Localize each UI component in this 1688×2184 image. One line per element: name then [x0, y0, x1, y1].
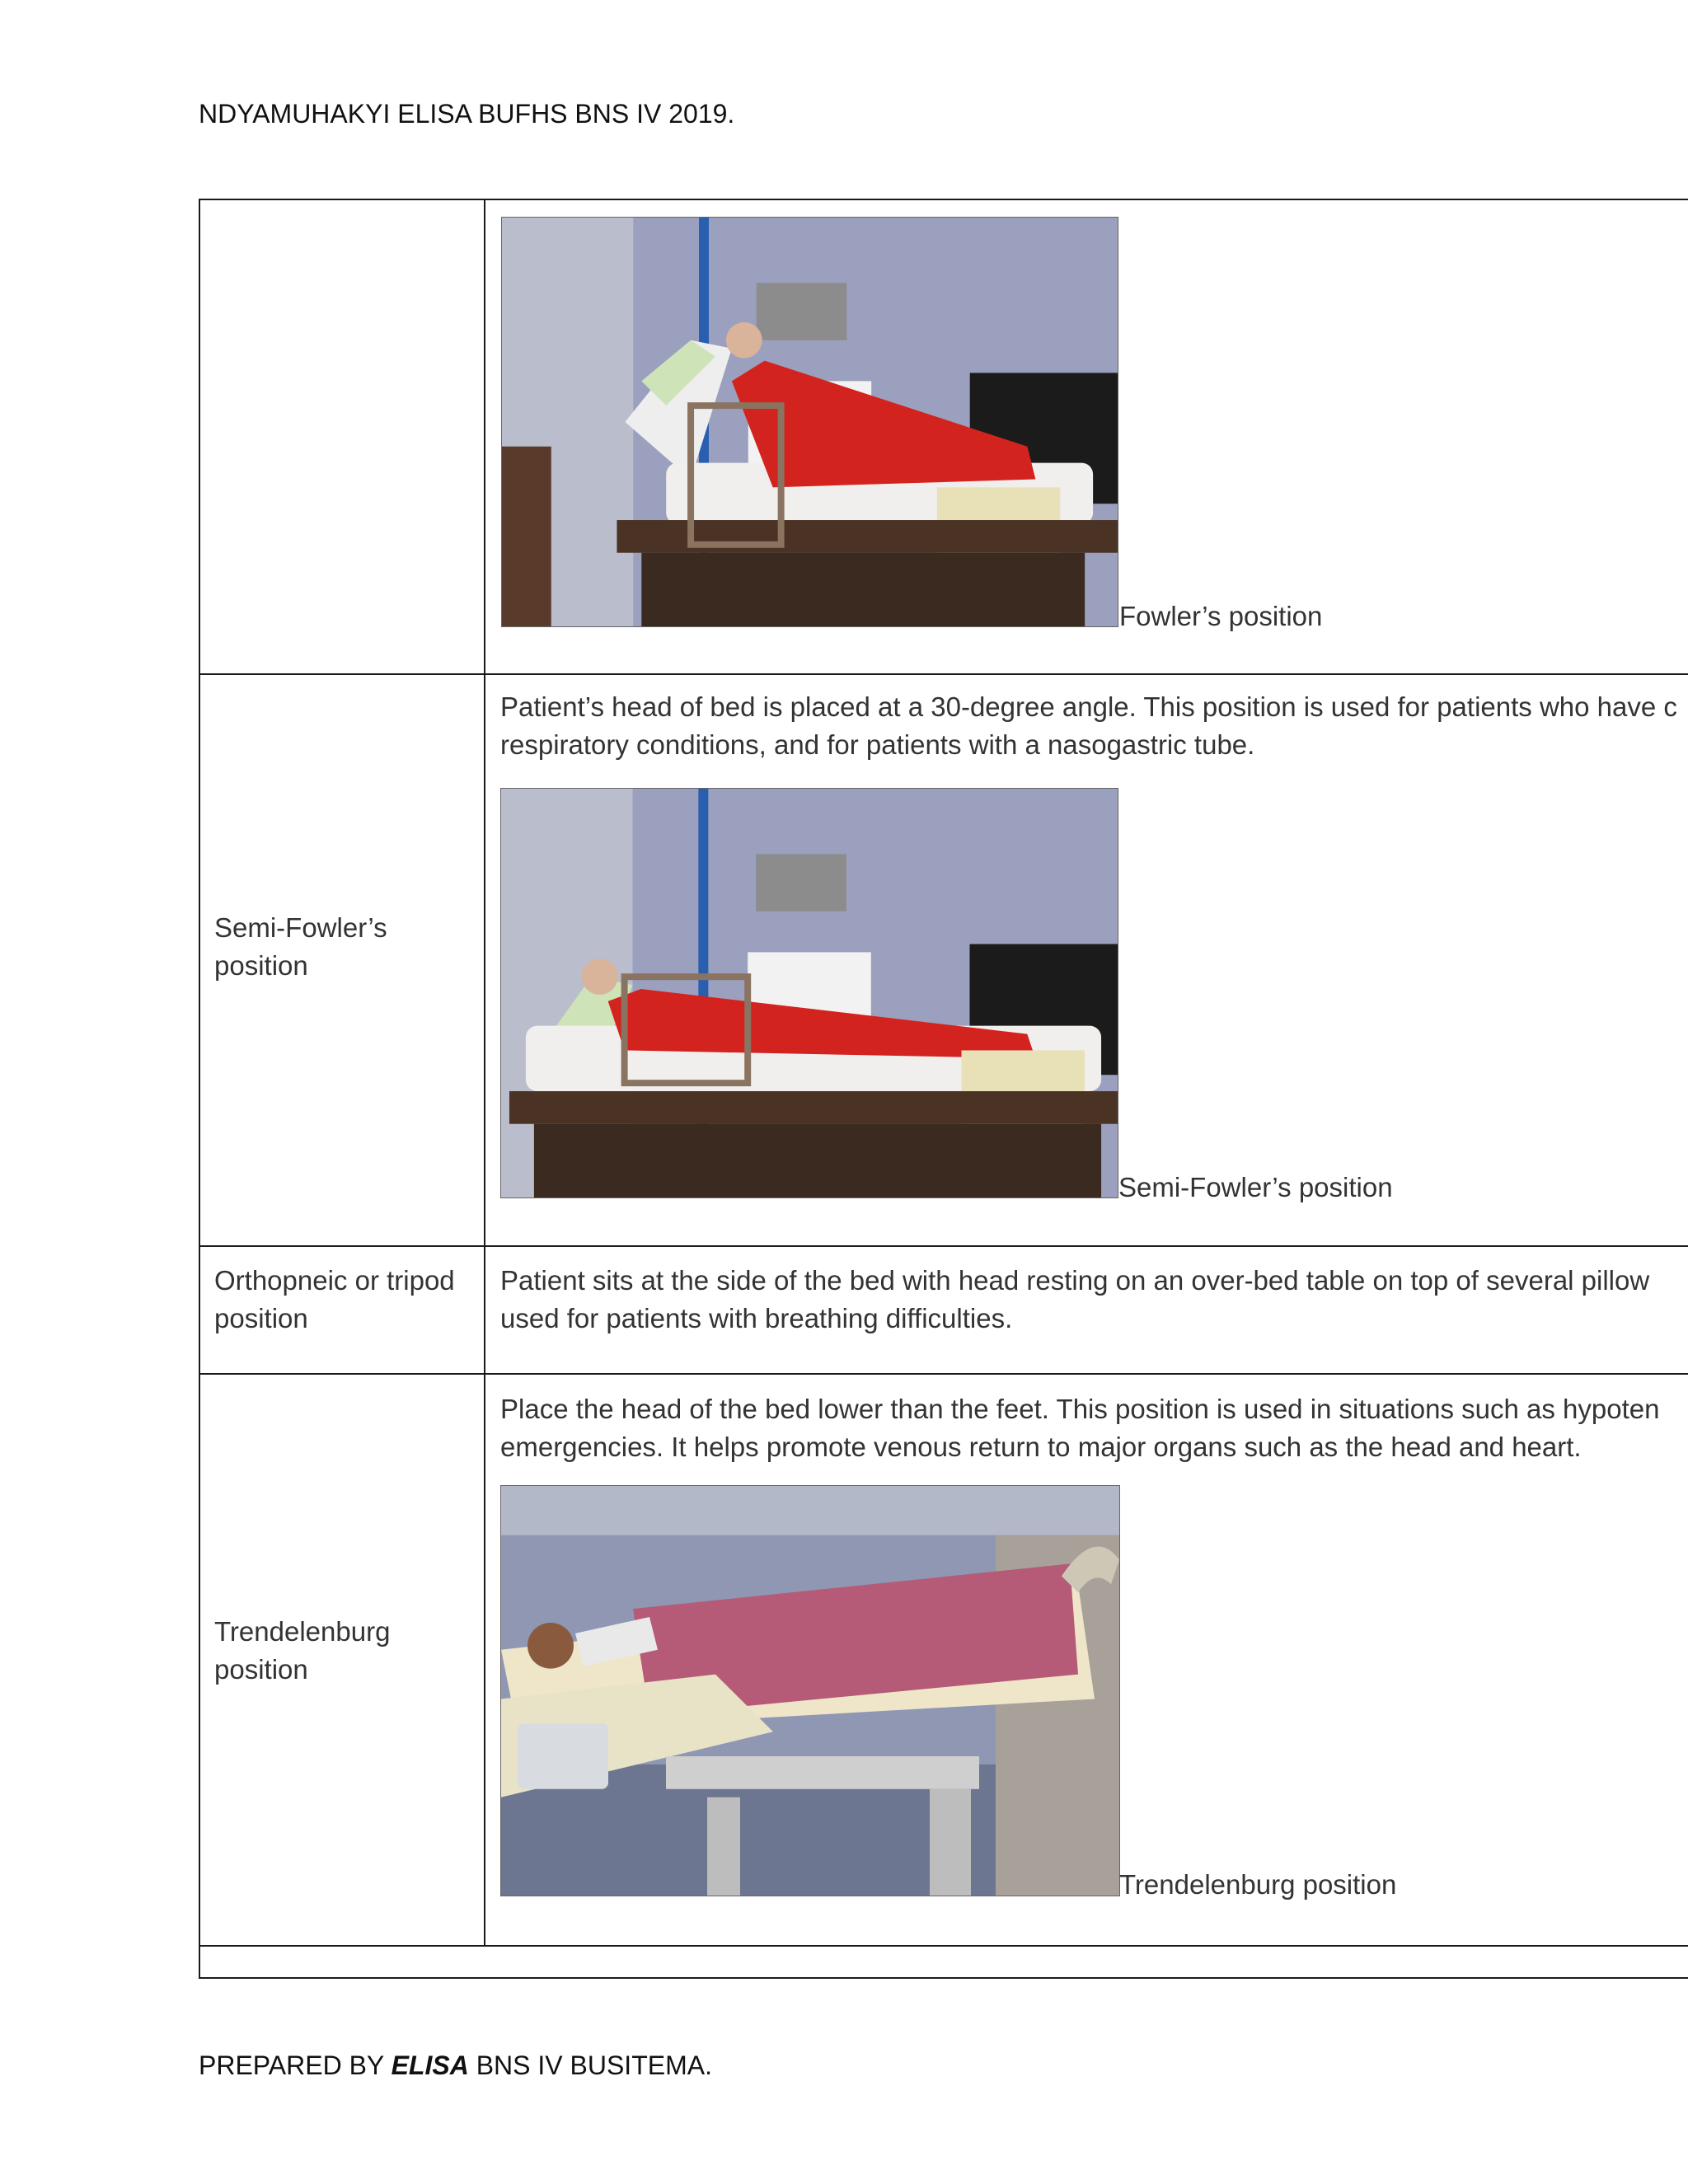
- trendelenburg-label-line: position: [214, 1654, 308, 1685]
- semi-fowler-position-photo: [500, 788, 1118, 1198]
- table-border-top: [199, 199, 1688, 200]
- semi-fowler-desc-line: respiratory conditions, and for patients with a nasogastric tube.: [500, 729, 1255, 760]
- trendelenburg-description: [500, 1390, 1659, 1466]
- semi-fowler-desc-line: Patient’s head of bed is placed at a 30-degree angle. This position is used for patients who have c: [500, 691, 1677, 722]
- semi-fowler-description: [500, 688, 1677, 764]
- orthopneic-label: [214, 1262, 455, 1338]
- trendelenburg-label: [214, 1613, 390, 1689]
- table-border-left: [199, 199, 200, 1979]
- page-footer: [199, 2050, 712, 2081]
- orthopneic-label-line: position: [214, 1303, 308, 1333]
- positions-table: [199, 199, 1688, 1979]
- row-divider: [199, 673, 1688, 675]
- footer-suffix: BNS IV BUSITEMA.: [468, 2050, 712, 2080]
- row-divider: [199, 1245, 1688, 1247]
- trendelenburg-desc-line: Place the head of the bed lower than the feet. This position is used in situations such as hypoten: [500, 1394, 1660, 1424]
- row-divider: [199, 1373, 1688, 1375]
- trendelenburg-position-photo: [500, 1485, 1120, 1896]
- trendelenburg-label-line: Trendelenburg: [214, 1616, 391, 1647]
- semi-fowler-label: [214, 909, 387, 985]
- orthopneic-label-line: Orthopneic or tripod: [214, 1265, 455, 1296]
- trendelenburg-caption: Trendelenburg position: [1119, 1869, 1397, 1900]
- trendelenburg-desc-line: emergencies. It helps promote venous return to major organs such as the head and heart.: [500, 1432, 1582, 1462]
- semi-fowler-label-line: Semi-Fowler’s: [214, 912, 387, 943]
- column-divider: [484, 199, 485, 1947]
- footer-author-name: ELISA: [391, 2050, 469, 2080]
- orthopneic-desc-line: Patient sits at the side of the bed with head resting on an over-bed table on top of several pillow: [500, 1265, 1650, 1296]
- fowler-caption: Fowler’s position: [1119, 601, 1323, 631]
- semi-fowler-label-line: position: [214, 950, 308, 981]
- fowler-position-photo: [501, 217, 1118, 627]
- table-border-bottom: [199, 1977, 1688, 1979]
- page-header: NDYAMUHAKYI ELISA BUFHS BNS IV 2019.: [199, 99, 735, 129]
- footer-prefix: PREPARED BY: [199, 2050, 392, 2080]
- orthopneic-desc-line: used for patients with breathing difficulties.: [500, 1303, 1013, 1333]
- orthopneic-description: [500, 1262, 1649, 1338]
- semi-fowler-caption: Semi-Fowler’s position: [1118, 1172, 1393, 1202]
- row-divider: [199, 1945, 1688, 1947]
